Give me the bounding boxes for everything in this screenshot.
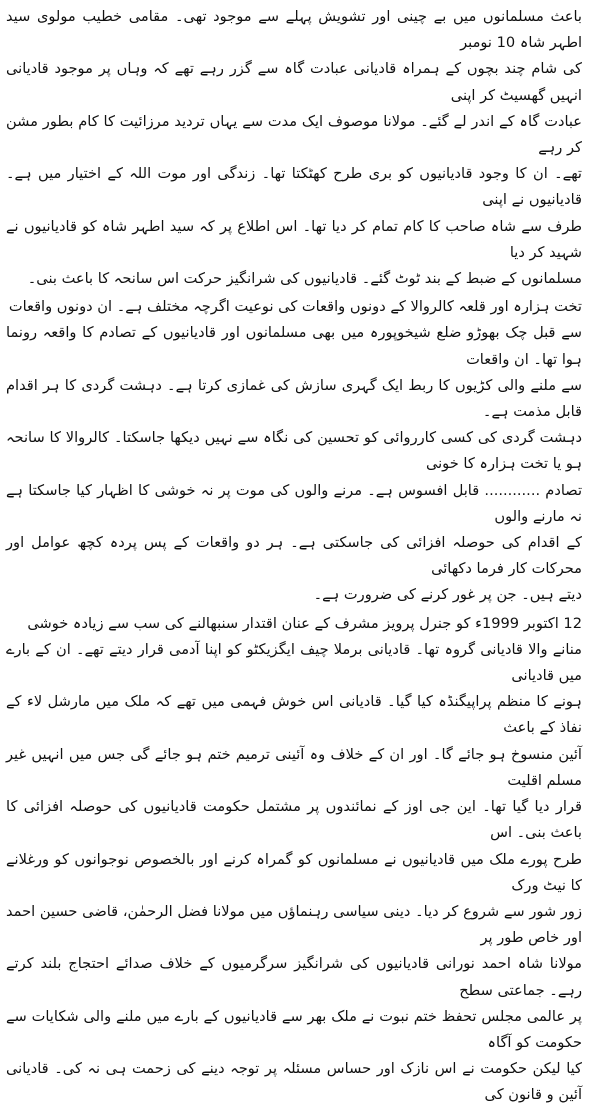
paragraph-1: باعث مسلمانوں میں بے چینی اور تشویش پہلے سے موجود تھی۔ مقامی خطیب مولوی سید اطہر شاہ 10 نومبر کی شام چند بچوں کے ہمراہ قادیانی عبادت گاہ سے گزر رہے تھے کہ وہاں پر موجود قادیانی انہیں گھسیٹ کر اپنی عبادت گاہ کے اندر لے گئے۔ مولانا موصوف ایک مدت سے یہاں تردید مرزائیت کا کام بطور مشن کر رہے تھے۔ ان کا وجود قادیانیوں کو بری طرح کھٹکتا تھا۔ زندگی اور موت اللہ کے اختیار میں ہے۔ قادیانیوں نے اپنی طرف سے شاہ صاحب کا کام تمام کر دیا تھا۔ اس اطلاع پر کہ سید اطہر شاہ کو قادیانیوں نے شہید کر دیا مسلمانوں کے ضبط کے بند ٹوٹ گئے۔ قادیانیوں کی شرانگیز حرکت اس سانحہ کا باعث بنی۔ <box>6 8 582 288</box>
paragraph-2: تخت ہزارہ اور قلعہ کالروالا کے دونوں واقعات کی نوعیت اگرچہ مختلف ہے۔ ان دونوں واقعات سے قبل چک بھوڑو ضلع شیخوپورہ میں بھی مسلمانوں اور قادیانیوں کے تصادم کا واقعہ رونما ہوا تھا۔ ان واقعات سے ملنے والی کڑیوں کا ربط ایک گہری سازش کی غمازی کرتا ہے۔ دہشت گردی کا ہر اقدام قابل مذمت ہے۔ دہشت گردی کی کسی کارروائی کو تحسین کی نگاہ سے نہیں دیکھا جاسکتا۔ کالروالا کا سانحہ ہو یا تخت ہزارہ کا خونی تصادم ............ قابل افسوس ہے۔ مرنے والوں کی موت پر نہ خوشی کا اظہار کیا جاسکتا ہے نہ مارنے والوں کے اقدام کی حوصلہ افزائی کی جاسکتی ہے۔ ہر دو واقعات کے پس پردہ کچھ عوامل اور محرکات کار فرما دکھائی دیتے ہیں۔ جن پر غور کرنے کی ضرورت ہے۔ <box>6 298 582 604</box>
paragraph-3: 12 اکتوبر 1999ء کو جنرل پرویز مشرف کے عنان اقتدار سنبھالنے کی سب سے زیادہ خوشی منانے والا قادیانی گروہ تھا۔ قادیانی برملا چیف ایگزیکٹو کو اپنا آدمی قرار دیتے تھے۔ ان کے بارے میں قادیانی ہونے کا منظم پراپیگنڈہ کیا گیا۔ قادیانی اس خوش فہمی میں تھے کہ ملک میں مارشل لاء کے نفاذ کے باعث آئین منسوخ ہو جائے گا۔ اور ان کے خلاف وہ آئینی ترمیم ختم ہو جائے گی جس میں انہیں غیر مسلم اقلیت قرار دیا گیا تھا۔ این جی اوز کے نمائندوں پر مشتمل حکومت قادیانیوں کی حوصلہ افزائی کا باعث بنی۔ اس طرح پورے ملک میں قادیانیوں نے مسلمانوں کو گمراہ کرنے اور بالخصوص نوجوانوں کو ورغلانے کا نیٹ ورک زور شور سے شروع کر دیا۔ دینی سیاسی رہنماؤں میں مولانا فضل الرحمٰن، قاضی حسین احمد اور خاص طور پر مولانا شاہ احمد نورانی قادیانیوں کی شرانگیز سرگرمیوں کے خلاف صدائے احتجاج بلند کرتے رہے۔ جماعتی سطح پر عالمی مجلس تحفظ ختم نبوت نے ملک بھر سے قادیانیوں کے بارے میں ملنے والی شکایات سے حکومت کو آگاہ کیا لیکن حکومت نے اس نازک اور حساس مسئلہ پر توجہ دینے کی زحمت ہی نہ کی۔ قادیانی آئین و قانون کی <box>6 614 582 1104</box>
